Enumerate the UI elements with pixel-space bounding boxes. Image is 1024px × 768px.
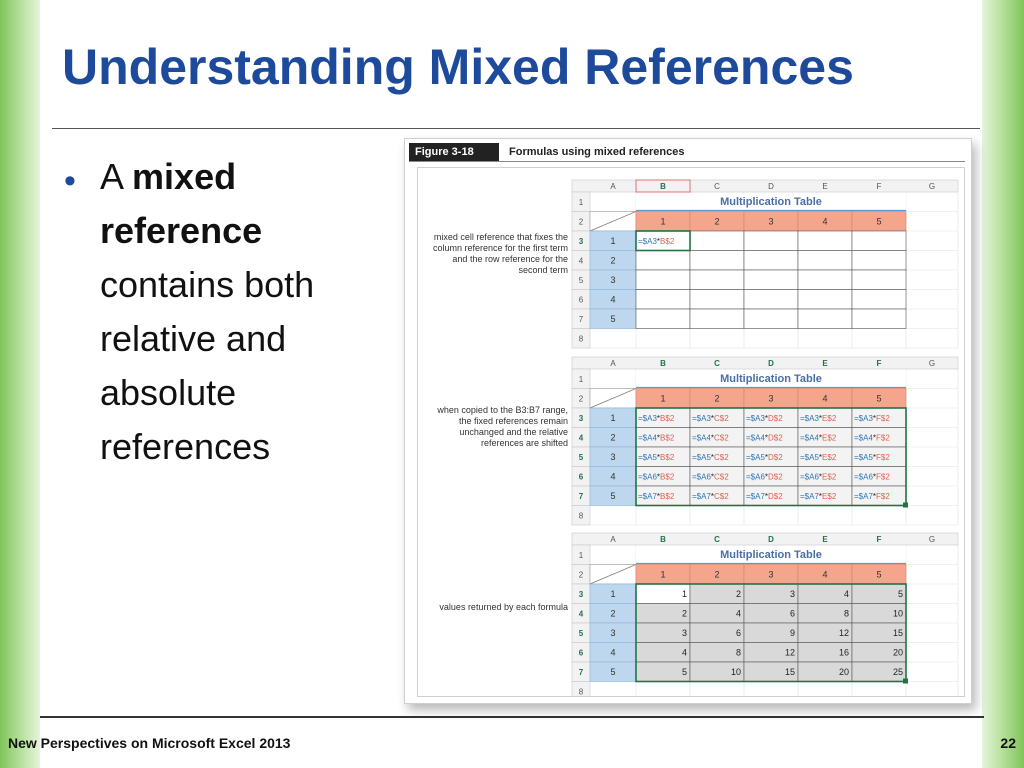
multiplier-3: 3 [768,569,774,580]
worksheet-2 [572,357,958,525]
row-header-1: 1 [578,198,584,207]
multiplier-2: 2 [714,393,720,404]
multiplier-4: 4 [822,569,828,580]
cell-value: 3 [789,589,795,599]
figure-content [417,167,965,697]
left-accent-bar [0,0,40,768]
multiplier-5: 5 [876,393,882,404]
formula-cell: =$A4*C$2 [692,433,729,443]
row-header-4: 4 [578,609,584,619]
column-header-c: C [714,359,720,368]
cell-value: 10 [892,608,903,619]
cell-value: 6 [789,608,795,619]
row-header-8: 8 [578,511,584,521]
cell-value: 25 [892,667,903,677]
page-number: 22 [1000,735,1016,751]
cell-value: 6 [735,628,741,638]
row-label-4: 4 [610,471,616,482]
row-header-8: 8 [578,687,584,696]
multiplier-1: 1 [660,216,666,227]
spreadsheet-figures [418,168,964,696]
column-header-d: D [768,182,774,191]
multiplier-4: 4 [822,216,828,227]
multiplier-5: 5 [876,216,882,227]
formula-cell: =$A5*C$2 [692,453,729,462]
column-header-d: D [768,535,774,544]
column-header-g: G [928,535,936,544]
row-label-1: 1 [610,413,616,423]
row-header-1: 1 [578,551,584,560]
cell-value: 15 [784,667,795,677]
formula-cell: =$A4*F$2 [854,433,890,443]
column-header-f: F [876,182,882,191]
row-label-3: 3 [610,628,616,638]
row-label-5: 5 [610,314,616,324]
column-header-g: G [928,359,936,368]
table-title: Multiplication Table [720,373,822,385]
row-header-2: 2 [578,217,584,227]
formula-cell: =$A3*B$2 [638,414,675,423]
footer-divider [40,716,984,718]
bullet-item [100,150,390,474]
cell-value: 16 [838,647,849,658]
cell-value: 20 [838,667,849,677]
formula-cell: =$A6*E$2 [800,472,837,482]
multiplier-3: 3 [768,393,774,404]
multiplier-2: 2 [714,216,720,227]
row-header-3: 3 [578,237,584,246]
column-header-b: B [660,535,666,544]
cell-value: 2 [735,589,741,599]
column-header-b: B [660,182,666,191]
column-header-c: C [714,535,720,544]
annotation-3: values returned by each formula [439,602,568,612]
row-header-2: 2 [578,394,584,404]
multiplier-1: 1 [660,393,666,404]
column-header-c: C [714,182,720,191]
row-header-6: 6 [578,295,584,305]
row-label-1: 1 [610,236,616,246]
row-header-8: 8 [578,334,584,344]
bullet-term: mixed reference [100,156,263,251]
formula-cell: =$A4*D$2 [746,433,783,443]
column-header-e: E [822,182,828,191]
formula-cell: =$A7*E$2 [800,492,837,501]
table-title: Multiplication Table [720,549,822,561]
figure-header [409,143,965,162]
annotation-2: when copied to the B3:B7 range, the fixed references remain unchanged and the relative references are shifted [437,405,568,448]
row-header-4: 4 [578,433,584,443]
footer-title: New Perspectives on Microsoft Excel 2013 [8,735,291,751]
column-header-a: A [610,535,616,544]
cell-value: 12 [838,628,849,638]
formula-cell: =$A4*E$2 [800,433,837,443]
column-header-a: A [610,182,616,191]
formula-cell: =$A3*E$2 [800,414,837,423]
formula-cell: =$A3*F$2 [854,414,890,423]
column-header-e: E [822,535,828,544]
row-header-1: 1 [578,375,584,384]
column-header-g: G [928,182,936,191]
cell-value: 15 [892,628,903,638]
multiplier-2: 2 [714,569,720,580]
worksheet-1 [572,180,958,348]
multiplier-3: 3 [768,216,774,227]
cell-value: 2 [681,608,687,619]
row-label-2: 2 [610,255,616,266]
cell-value: 20 [892,647,903,658]
row-header-3: 3 [578,590,584,599]
formula-cell: =$A5*D$2 [746,453,783,462]
cell-value: 8 [843,608,849,619]
figure-panel [404,138,972,704]
right-accent-bar [982,0,1024,768]
row-header-4: 4 [578,256,584,266]
cell-value: 8 [735,647,741,658]
formula-cell: =$A7*B$2 [638,492,675,501]
table-title: Multiplication Table [720,196,822,208]
title-divider [52,128,980,129]
row-header-3: 3 [578,414,584,423]
row-header-5: 5 [578,276,584,285]
slide-title: Understanding Mixed References [62,39,854,95]
bullet-icon: • [64,162,76,200]
formula-cell: =$A7*D$2 [746,492,783,501]
column-header-e: E [822,359,828,368]
formula-cell: =$A7*F$2 [854,492,890,501]
formula-cell: =$A6*D$2 [746,472,783,482]
row-label-4: 4 [610,294,616,305]
formula-cell: =$A6*F$2 [854,472,890,482]
cell-value: 1 [681,589,687,599]
column-header-a: A [610,359,616,368]
cell-value: 3 [681,628,687,638]
column-header-d: D [768,359,774,368]
row-header-7: 7 [578,492,584,501]
figure-label: Figure 3-18 [409,143,499,161]
cell-value: 10 [730,667,741,677]
row-header-7: 7 [578,315,584,324]
row-label-4: 4 [610,647,616,658]
cell-value: 5 [681,667,687,677]
cell-value: 9 [789,628,795,638]
formula-cell: =$A3*C$2 [692,414,729,423]
formula-cell: =$A5*E$2 [800,453,837,462]
row-header-6: 6 [578,472,584,482]
cell-value: 12 [784,647,795,658]
formula-cell: =$A3*B$2 [638,237,675,246]
column-header-f: F [876,535,882,544]
row-header-5: 5 [578,453,584,462]
formula-cell: =$A6*B$2 [638,472,675,482]
formula-cell: =$A6*C$2 [692,472,729,482]
bullet-pre: A [100,156,133,197]
row-label-3: 3 [610,452,616,462]
formula-cell: =$A5*F$2 [854,453,890,462]
row-label-3: 3 [610,275,616,285]
row-label-2: 2 [610,608,616,619]
row-label-2: 2 [610,432,616,443]
formula-cell: =$A5*B$2 [638,453,675,462]
formula-cell: =$A3*D$2 [746,414,783,423]
multiplier-5: 5 [876,569,882,580]
cell-value: 5 [897,589,903,599]
row-label-1: 1 [610,589,616,599]
row-header-7: 7 [578,668,584,677]
multiplier-1: 1 [660,569,666,580]
cell-value: 4 [843,589,849,599]
row-label-5: 5 [610,491,616,501]
worksheet-3 [572,533,958,696]
row-header-6: 6 [578,648,584,658]
figure-caption: Formulas using mixed references [509,146,685,158]
column-header-b: B [660,359,666,368]
cell-value: 4 [681,647,687,658]
annotation-1: mixed cell reference that fixes the column reference for the first term and the row reference for the second term [432,232,568,275]
formula-cell: =$A7*C$2 [692,492,729,501]
formula-cell: =$A4*B$2 [638,433,675,443]
cell-value: 4 [735,608,741,619]
column-header-f: F [876,359,882,368]
row-header-5: 5 [578,629,584,638]
row-label-5: 5 [610,667,616,677]
multiplier-4: 4 [822,393,828,404]
row-header-2: 2 [578,570,584,580]
bullet-rest: contains both relative and absolute references [100,264,315,467]
